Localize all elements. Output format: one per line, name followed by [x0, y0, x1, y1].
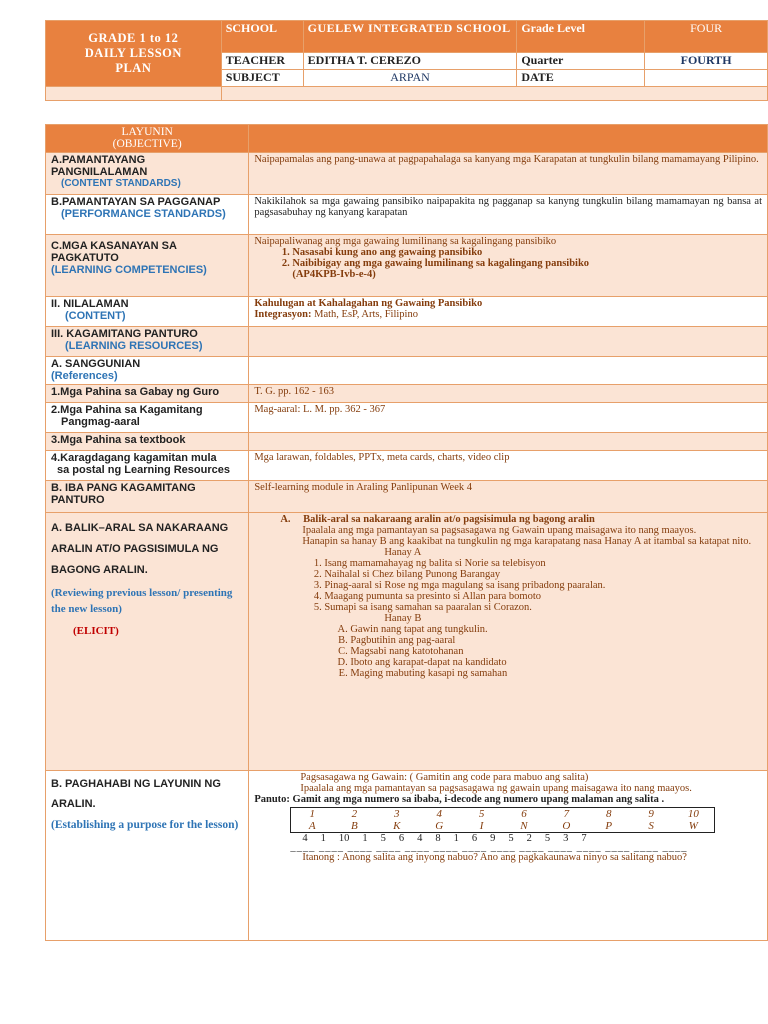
hanay-a-item: 5. Sumapi sa isang samahan sa paaralan si Corazon. [324, 602, 762, 613]
purpose-paragraph-1: Pagsasagawa ng Gawain: ( Gamitin ang code para mabuo ang salita) [300, 772, 589, 783]
date-label: DATE [517, 70, 645, 87]
grade-level-value: FOUR [645, 21, 768, 53]
textbook-label: 3.Mga Pahina sa textbook [46, 433, 249, 451]
hanay-a-item: 2. Naihalal si Chez bilang Punong Barangay [324, 569, 762, 580]
purpose-question: Itanong : Anong salita ang inyong nabuo? Ano ang pagkakaunawa ninyo sa salitang nabuo? [302, 852, 687, 863]
hanay-b-item: B. Pagbutihin ang pag-aaral [350, 635, 762, 646]
header-spacer-wide [221, 87, 767, 101]
decoder-letter: K [393, 820, 401, 832]
purpose-en: (Establishing a purpose for the lesson) [51, 819, 239, 831]
textbook-value [249, 433, 768, 451]
decoder-number: 4 [436, 808, 442, 820]
hanay-a-item: 3. Pinag-aaral si Rose ng mga magulang sa isang pribadong paaralan. [324, 580, 762, 591]
hanay-a-item: 4. Maagang pumunta sa presinto si Allan para bomoto [324, 591, 762, 602]
resources-title: III. KAGAMITANG PANTURO [51, 328, 198, 340]
other-materials-value: Self-learning module in Araling Panlipunan Week 4 [249, 481, 768, 513]
competencies-label [46, 235, 249, 297]
decoder-letter: N [520, 820, 528, 832]
additional-materials-line1: 4.Karagdagang kagamitan mula [51, 452, 217, 464]
purpose-instructions: Panuto: Gamit ang mga numero sa ibaba, i-decode ang numero upang malaman ang salita . [254, 794, 665, 805]
objective-heading-blank [249, 125, 768, 153]
learner-materials-line2: Pangmag-aaral [61, 416, 140, 428]
code-sequence-number: 1 [362, 833, 368, 844]
performance-standards-label [46, 195, 249, 235]
content-standards-en: (CONTENT STANDARDS) [61, 178, 181, 189]
school-label: SCHOOL [221, 21, 303, 53]
competencies-title: C.MGA KASANAYAN SA PAGKATUTO [51, 240, 177, 264]
review-title: A. BALIK–ARAL SA NAKARAANG ARALIN AT/O PAGSISIMULA NG BAGONG ARALIN. [51, 522, 229, 576]
additional-materials-label [46, 451, 249, 481]
grade-title-line2: DAILY LESSON [84, 46, 182, 60]
learner-materials-line1: 2.Mga Pahina sa Kagamitang [51, 404, 203, 416]
decoder-letter: P [605, 820, 613, 832]
hanay-b-item: C. Magsabi nang katotohanan [350, 646, 762, 657]
review-paragraph-2: Hanapin sa hanay B ang kaakibat na tungkulin ng mga karapatang nasa Hanay A at itambal sa katapat nito. [302, 536, 752, 547]
teacher-guide-label: 1.Mga Pahina sa Gabay ng Guro [46, 385, 249, 403]
resources-label [46, 327, 249, 357]
references-blank [249, 357, 768, 385]
competencies-code: (AP4KPB-Ivb-e-4) [292, 269, 376, 280]
decoder-letter: B [351, 820, 358, 832]
hanay-b-title: Hanay B [384, 613, 422, 624]
content-title: II. NILALAMAN [51, 298, 129, 310]
code-sequence-number: 1 [453, 833, 459, 844]
code-sequence-number: 4 [417, 833, 423, 844]
purpose-label [46, 771, 249, 941]
hanay-a-title: Hanay A [384, 547, 422, 558]
decoder-number: 10 [687, 808, 699, 820]
decoder-letter: I [479, 820, 484, 832]
hanay-b-item: A. Gawin nang tapat ang tungkulin. [350, 624, 762, 635]
lesson-plan-table [45, 124, 768, 941]
content-label [46, 297, 249, 327]
subject-value: ARPAN [303, 70, 517, 87]
decoder-letter: A [308, 820, 316, 832]
date-value [645, 70, 768, 87]
review-label [46, 513, 249, 771]
decoder-number: 9 [648, 808, 654, 820]
decoder-number: 1 [309, 808, 316, 820]
decoder-number: 3 [394, 808, 400, 820]
review-heading: Balik-aral sa nakaraang aralin at/o pagsisimula ng bagong aralin [303, 514, 595, 525]
hanay-a-item: 1. Isang mamamahayag ng balita si Norie sa telebisyon [324, 558, 762, 569]
competencies-intro: Naipapaliwanag ang mga gawaing lumilinang sa kagalingang pansibiko [254, 236, 557, 247]
competency-item: 1. Nasasabi kung ano ang gawaing pansibiko [292, 247, 762, 258]
performance-standards-title: B.PAMANTAYAN SA PAGGANAP [51, 196, 221, 208]
content-standards-title: A.PAMANTAYANG PANGNILALAMAN [51, 154, 148, 178]
code-sequence-number: 9 [490, 833, 496, 844]
review-heading-mark: A. [280, 514, 291, 525]
purpose-paragraph-2: Ipaalala ang mga pamantayan sa pagsasagawa ng gawain upang maisagawa ito nang maayos. [300, 783, 692, 794]
decoder-letter: S [648, 820, 654, 832]
code-sequence-number: 1 [320, 833, 326, 844]
performance-standards-text: Nakikilahok sa mga gawaing pansibiko naipapakita ng pagganap sa kanyng tungkulin bilang mamamayan ng bansa at pagsasabuhay ng kanyang karapatan [249, 195, 768, 235]
integration-label: Integrasyon: [254, 309, 312, 320]
teacher-guide-value: T. G. pp. 162 - 163 [249, 385, 768, 403]
content-en: (CONTENT) [65, 310, 126, 322]
code-sequence-number: 4 [302, 833, 308, 844]
decoder-number: 6 [521, 808, 527, 820]
teacher-label: TEACHER [221, 53, 303, 70]
decoder-number: 7 [563, 808, 570, 820]
grade-title [46, 21, 222, 87]
competencies-en: (LEARNING COMPETENCIES) [51, 264, 207, 276]
code-sequence-number: 8 [435, 833, 441, 844]
decoder-number: 5 [478, 808, 485, 820]
resources-en: (LEARNING RESOURCES) [65, 340, 203, 352]
code-sequence-number: 5 [508, 833, 514, 844]
decoder-letter-row [291, 820, 715, 833]
code-sequence-number: 7 [581, 833, 587, 844]
learner-materials-value: Mag-aaral: L. M. pp. 362 - 367 [249, 403, 768, 433]
decoder-number-row [291, 808, 715, 821]
content-lesson-title: Kahulugan at Kahalagahan ng Gawaing Pansibiko [254, 298, 483, 309]
competency-item: 2. Naibibigay ang mga gawaing lumilinang sa kagalingang pansibiko [292, 258, 762, 269]
header-table [45, 20, 768, 101]
review-paragraph-1: Ipaalala ang mga pamantayan sa pagsasagawa ng Gawain upang maisagawa ito nang maayos. [302, 525, 697, 536]
purpose-content [249, 771, 768, 941]
objective-heading [46, 125, 249, 153]
review-en: (Reviewing previous lesson/ presenting the new lesson) [51, 587, 233, 615]
decoder-number: 2 [351, 808, 358, 820]
decoder-letter: W [688, 820, 698, 832]
hanay-b-item: D. Iboto ang karapat-dapat na kandidato [350, 657, 762, 668]
objective-subtitle: (OBJECTIVE) [112, 138, 182, 150]
code-sequence-number: 2 [526, 833, 532, 844]
code-sequence-number: 3 [563, 833, 569, 844]
decoder-letter: G [435, 820, 444, 832]
references-label [46, 357, 249, 385]
content-text [249, 297, 768, 327]
grade-title-line1: GRADE 1 to 12 [88, 31, 179, 45]
code-sequence-number: 10 [338, 833, 350, 844]
competencies-text [249, 235, 768, 297]
code-sequence-number: 5 [544, 833, 551, 844]
code-sequence-number: 6 [398, 833, 405, 844]
resources-blank [249, 327, 768, 357]
learner-materials-label [46, 403, 249, 433]
purpose-title: B. PAGHAHABI NG LAYUNIN NG ARALIN. [51, 778, 221, 810]
answer-blanks: ____ ____ ____ ____ ____ ____ ____ ____ ____ ____ ____ ____ ____ ____ [290, 842, 688, 853]
header-spacer [46, 87, 222, 101]
references-title: A. SANGGUNIAN [51, 358, 141, 370]
review-tag: (ELICIT) [73, 625, 119, 637]
grade-level-label: Grade Level [517, 21, 645, 53]
content-standards-label [46, 153, 249, 195]
quarter-value: FOURTH [645, 53, 768, 70]
performance-standards-en: (PERFORMANCE STANDARDS) [61, 208, 226, 220]
quarter-label: Quarter [517, 53, 645, 70]
review-content [249, 513, 768, 771]
subject-label: SUBJECT [221, 70, 303, 87]
other-materials-label: B. IBA PANG KAGAMITANG PANTURO [46, 481, 249, 513]
references-en: (References) [51, 370, 118, 382]
school-value: GUELEW INTEGRATED SCHOOL [303, 21, 517, 53]
decoder-letter: O [562, 820, 571, 832]
additional-materials-value: Mga larawan, foldables, PPTx, meta cards, charts, video clip [249, 451, 768, 481]
content-standards-text: Naipapamalas ang pang-unawa at pagpapahalaga sa kanyang mga Karapatan at tungkulin bilang mamamayang Pilipino. [249, 153, 768, 195]
decoder-number: 8 [606, 808, 612, 820]
integration-value: Math, EsP, Arts, Filipino [314, 309, 418, 320]
teacher-value: EDITHA T. CEREZO [303, 53, 517, 70]
grade-title-line3: PLAN [115, 61, 152, 75]
code-sequence-number: 6 [471, 833, 478, 844]
additional-materials-line2: sa postal ng Learning Resources [57, 464, 230, 476]
hanay-b-item: E. Maging mabuting kasapi ng samahan [350, 668, 762, 679]
objective-title: LAYUNIN [121, 126, 173, 138]
decoder-table [290, 807, 715, 833]
code-sequence-number: 5 [380, 833, 386, 844]
